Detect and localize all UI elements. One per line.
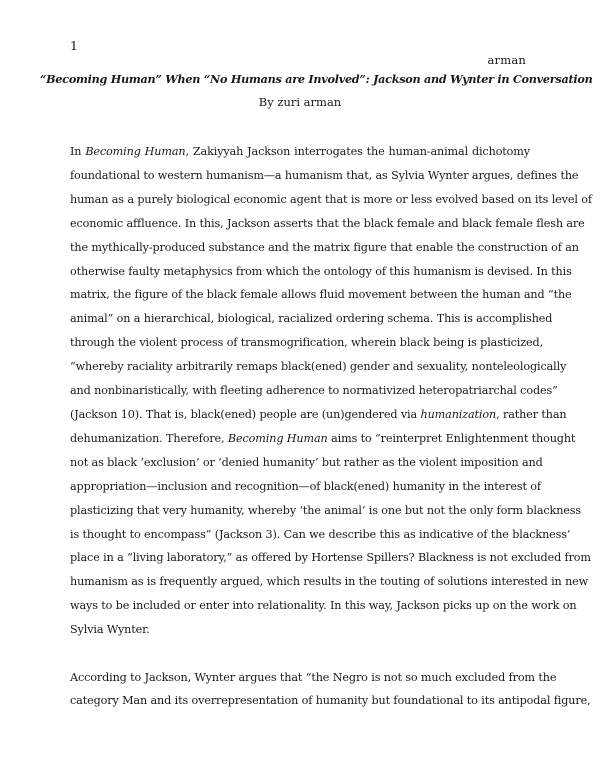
text-span: category Man and its overrepresentation of humanity but foundational to its antipodal figure, (70, 694, 591, 708)
text-line (70, 379, 558, 403)
italic-text: Becoming Human (227, 431, 328, 445)
text-line (70, 475, 541, 499)
text-span: (Jackson 10). That is, black(ened) people are (un)gendered via (70, 407, 421, 421)
text-span: otherwise faulty metaphysics from which the ontology of this humanism is devised. In this (70, 264, 572, 278)
text-line (70, 618, 530, 642)
text-line (70, 570, 589, 594)
text-line (70, 212, 585, 236)
text-span: animal” on a hierarchical, biological, racialized ordering schema. This is accomplished (70, 312, 553, 326)
text-span: , Zakiyyah Jackson interrogates the human-animal dichotomy (185, 145, 530, 158)
text-line (70, 546, 591, 570)
byline: By zuri arman (258, 95, 342, 109)
text-span: matrix, the figure of the black female allows fluid movement between the human and “the (70, 288, 572, 302)
text-span: humanism as is frequently argued, which results in the touting of solutions interested in new (70, 575, 589, 589)
text-span: appropriation—inclusion and recognition—of black(ened) humanity in the interest of (70, 479, 541, 493)
text-line (70, 140, 530, 164)
page-number: 1 (70, 38, 78, 53)
body-text (70, 140, 592, 713)
text-line (70, 355, 567, 379)
text-line (70, 164, 579, 188)
italic-text: humanization (420, 407, 497, 421)
text-span: “whereby raciality arbitrarily remaps black(ened) gender and sexuality, nonteleologically (70, 360, 567, 374)
text-line (70, 307, 553, 331)
paper-title: “Becoming Human” When “No Humans are Involved”: Jackson and Wynter in Conversation (40, 72, 593, 86)
text-span: the mythically-produced substance and the matrix figure that enable the construction of an (70, 240, 579, 254)
text-line (70, 523, 571, 547)
text-line (70, 499, 582, 523)
text-line (70, 283, 572, 307)
italic-text: Becoming Human (85, 145, 186, 158)
text-span: through the violent process of transmogrification, wherein black being is plasticized, (70, 336, 544, 350)
text-line (70, 236, 579, 260)
text-span: human as a purely biological economic agent that is more or less evolved based on its level of (70, 192, 592, 206)
text-span: foundational to western humanism—a humanism that, as Sylvia Wynter argues, defines the (70, 168, 579, 182)
text-line (70, 689, 591, 713)
text-span: place in a “living laboratory,” as offered by Hortense Spillers? Blackness is not excluded from (70, 551, 591, 565)
text-line (70, 188, 592, 212)
text-span: , rather than (496, 407, 567, 421)
text-line (70, 331, 544, 355)
text-line (70, 666, 557, 690)
text-line (70, 451, 543, 475)
text-span: plasticizing that very humanity, whereby ‘the animal’ is one but not the only form blackness (70, 503, 582, 517)
text-line (70, 427, 576, 451)
paragraph (70, 140, 592, 642)
text-span: and nonbinaristically, with fleeting adherence to normativized heteropatriarchal codes” (70, 384, 558, 398)
text-span: ways to be included or enter into relationality. In this way, Jackson picks up on the work on (70, 599, 577, 613)
text-line (70, 260, 572, 284)
text-span: not as black ‘exclusion’ or ‘denied humanity’ but rather as the violent imposition and (70, 455, 543, 469)
text-span: dehumanization. Therefore, (70, 431, 228, 445)
text-span: economic affluence. In this, Jackson asserts that the black female and black female flesh are (70, 216, 585, 230)
running-head: arman (487, 53, 526, 67)
text-span: In (70, 145, 86, 158)
text-span: According to Jackson, Wynter argues that “the Negro is not so much excluded from the (70, 670, 557, 684)
text-line (70, 403, 567, 427)
text-span: Sylvia Wynter. (70, 623, 150, 637)
paragraph (70, 666, 591, 714)
text-span: is thought to encompass” (Jackson 3). Can we describe this as indicative of the blackness’ (70, 527, 571, 541)
text-span: aims to “reinterpret Enlightenment thought (327, 431, 576, 445)
text-line (70, 594, 577, 618)
